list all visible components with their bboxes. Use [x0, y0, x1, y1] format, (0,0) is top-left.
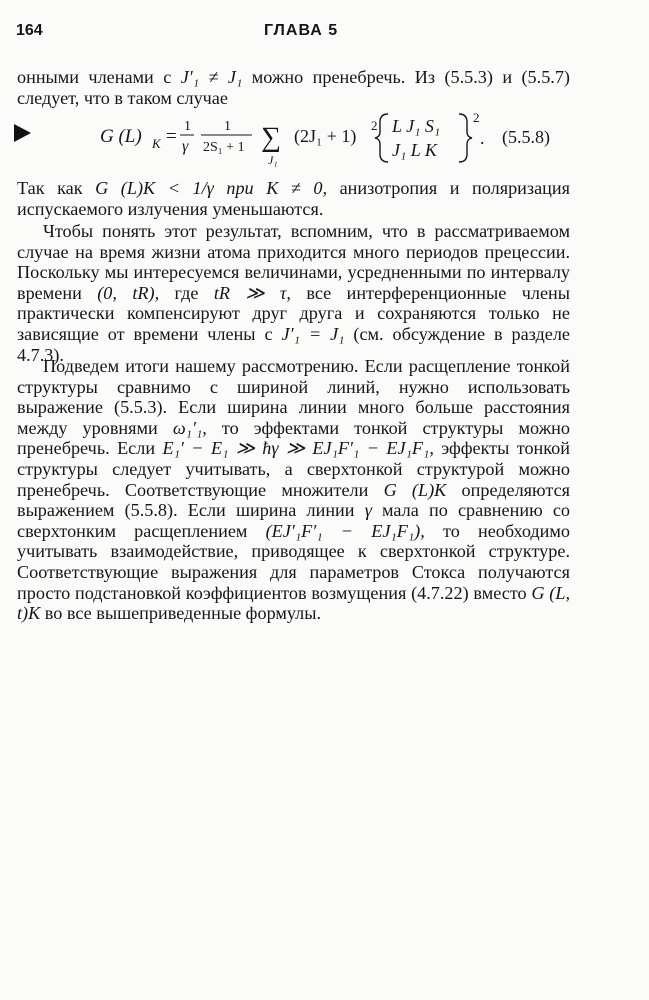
margin-marker-icon	[14, 124, 31, 142]
inline-math: (0, tR),	[97, 282, 160, 303]
inline-math: G (L, t)K	[17, 582, 571, 624]
coef1-num: 1	[184, 119, 191, 134]
inline-math: γ	[364, 500, 372, 521]
coef2-num: 1	[224, 119, 231, 134]
inline-math: ω₁′₁,	[172, 417, 207, 438]
inline-math: tR ≫ τ,	[213, 282, 291, 303]
inline-math: E₁′ − E₁ ≫ ħγ ≫ EJ₁F′₁ − EJ₁F₁,	[162, 438, 434, 459]
eq-term: (2J₁ + 1)	[294, 126, 357, 146]
eq-lhs-sub: K	[152, 136, 161, 151]
paragraph-2: Так как G (L)K < 1/γ при K ≠ 0, анизотропия и поляризация испускаемого излучения уменьшаются.	[17, 178, 570, 219]
inline-math: G (L)K < 1/γ при K ≠ 0,	[95, 178, 328, 198]
coef2-den: 2S₁ + 1	[203, 140, 245, 155]
running-title: ГЛАВА 5	[264, 22, 339, 39]
paragraph-3: Чтобы понять этот результат, вспомним, что в рассматриваемом случае на время жизни атома приходится много периодов прецессии. Поскольку мы интересуемся величинами, усредненными по интервалу времени (0, tR), где tR ≫ τ, все интерференционные члены практически компенсируют друг друга и сохраняются только не зависящие от времени члены с J′₁ = J₁ (см. обсуждение в разделе 4.7.3).	[17, 221, 571, 365]
sum-subscript: J₁	[268, 153, 278, 167]
svg-text:=: =	[166, 126, 177, 147]
sixj-sup: 2	[473, 110, 480, 125]
paragraph-1: онными членами с J′₁ ≠ J₁ можно пренебречь. Из (5.5.3) и (5.5.7) следует, что в таком случае	[17, 67, 570, 108]
sixj-row-2: J₁ L K	[392, 140, 437, 160]
equation-number: (5.5.8)	[502, 127, 550, 147]
sixj-row-1: L J₁ S₁	[392, 116, 441, 136]
eq-term-sup: 2	[371, 118, 378, 133]
paragraph-4: Подведем итоги нашему рассмотрению. Если расщепление тонкой структуры сравнимо с шириной линий, нужно использовать выражение (5.5.3). Если ширина линии много больше расстояния между уровнями ω₁′₁, то эффектами тонкой структуры можно пренебречь. Если E₁′ − E₁ ≫ ħγ ≫ EJ₁F′₁ − EJ₁F₁, эффекты тонкой структуры следует учитывать, а сверхтонкой структурой можно пренебречь. Соответствующие множители G (L)K определяются выражением (5.5.8). Если ширина линии γ мала по сравнению со сверхтонким расщеплением (EJ′₁F′₁ − EJ₁F₁), то необходимо учитывать взаимодействие, приводящее к сверхтонкой структуре. Соответствующие выражения для параметров Стокса получаются просто подстановкой коэффициентов возмущения (4.7.22) вместо G (L, t)K во все вышеприведенные формулы.	[17, 356, 571, 624]
inline-math: G (L)K	[383, 479, 447, 500]
inline-math: J′₁ ≠ J₁	[180, 67, 243, 87]
svg-text:.: .	[480, 128, 485, 148]
sum-symbol: ∑	[261, 122, 281, 153]
page-number: 164	[16, 22, 43, 39]
inline-math: (EJ′₁F′₁ − EJ₁F₁),	[265, 520, 425, 541]
equation-5-5-8	[100, 104, 570, 172]
eq-lhs: G (L)	[100, 126, 142, 147]
inline-math: J′₁ = J₁	[281, 323, 345, 344]
coef1-den: γ	[182, 138, 189, 155]
